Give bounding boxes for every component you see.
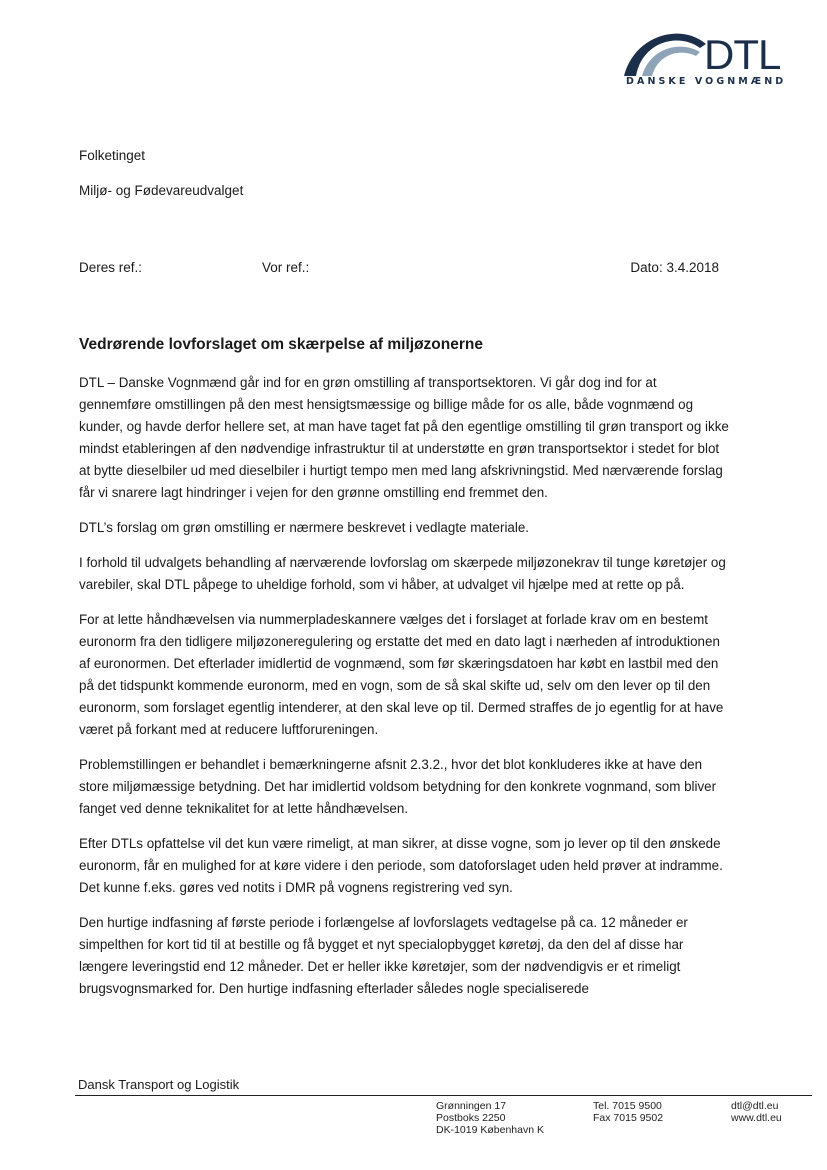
recipient-line-2: Miljø- og Fødevareudvalget xyxy=(79,183,244,198)
deres-ref-label: Deres ref.: xyxy=(79,260,143,275)
paragraph: Problemstillingen er behandlet i bemærkningerne afsnit 2.3.2., hvor det blot konkluderes ikke at have den store miljømæssige betydning. Det har imidlertid voldsom betydning for den konkrete vognmand, som bliver fanget ved denne teknikalitet for at lette håndhævelsen. xyxy=(79,757,717,816)
fax-line: Fax 7015 9502 xyxy=(593,1112,664,1124)
paragraph: I forhold til udvalgets behandling af nærværende lovforslag om skærpede miljøzonekrav til tunge køretøjer og varebiler, skal DTL påpege to uheldige forhold, som vi håber, at udvalget vil hjælpe med at rette op på. xyxy=(79,555,726,592)
logo-wordmark: DTL xyxy=(704,31,781,78)
footer-web xyxy=(731,1100,782,1124)
date-label: Dato: 3.4.2018 xyxy=(630,260,719,275)
address-line: Grønningen 17 xyxy=(436,1100,507,1112)
vor-ref-label: Vor ref.: xyxy=(262,260,310,275)
address-line: Postboks 2250 xyxy=(436,1112,506,1124)
phone-line: Tel. 7015 9500 xyxy=(593,1100,662,1112)
paragraph: DTL’s forslag om grøn omstilling er nærmere beskrevet i vedlagte materiale. xyxy=(79,520,530,535)
letter-body xyxy=(79,372,729,1013)
footer-company-name: Dansk Transport og Logistik xyxy=(78,1077,240,1092)
paragraph: Den hurtige indfasning af første periode i forlængelse af lovforslagets vedtagelse på ca. 12 måneder er simpelthen for kort tid til at bestille og få bygget et nyt specialopbygget køretøj, da den del af disse har længere leveringstid end 12 måneder. Det er heller ikke køretøjer, som der nødvendigvis er et rimeligt brugsvognsmarked for. Den hurtige indfasning efterlader således nogle specialiserede xyxy=(79,915,688,996)
footer-divider xyxy=(75,1095,812,1096)
paragraph: DTL – Danske Vognmænd går ind for en grøn omstilling af transportsektoren. Vi går dog ind for at gennemføre omstillingen på den mest hensigtsmæssige og billige måde for os alle, både vognmænd og kunder, og havde derfor hellere set, at man have taget fat på den egentlige omstilling til grøn transport og ikke mindst etableringen af den nødvendige infrastruktur til at understøtte en grøn transportsektor i stedet for blot at bytte dieselbiler ud med dieselbiler i hurtigt tempo men med lang afskrivningstid. Med nærværende forslag får vi snarere lagt hindringer i vejen for den grønne omstilling end fremmet den. xyxy=(79,375,729,500)
paragraph: For at lette håndhævelsen via nummerpladeskannere vælges det i forslaget at forlade krav om en bestemt euronorm fra den tidligere miljøzoneregulering og erstatte det med en dato lagt i nærheden af introduktionen af euronormen. Det efterlader imidlertid de vognmænd, som før skæringsdatoen har købt en lastbil med den på det tidspunkt kommende euronorm, med en vogn, som de så skal skifte ud, selv om den lever op til den euronorm, som forslaget egentlig intenderer, at den skal leve op til. Dermed straffes de jo egentlig for at have været på forkant med at reducere luftforureningen. xyxy=(79,612,724,737)
paragraph: Efter DTLs opfattelse vil det kun være rimeligt, at man sikrer, at disse vogne, som jo lever op til den ønskede euronorm, får en mulighed for at køre videre i den periode, som datoforslaget uden held prøver at indramme. Det kunne f.eks. gøres ved notits i DMR på vognens registrering ved syn. xyxy=(79,836,723,895)
dtl-logo xyxy=(620,26,800,92)
footer-address xyxy=(436,1100,544,1136)
reference-row xyxy=(79,260,719,278)
letter-title: Vedrørende lovforslaget om skærpelse af miljøzonerne xyxy=(79,336,483,353)
email-link[interactable]: dtl@dtl.eu xyxy=(731,1100,779,1112)
address-line: DK-1019 København K xyxy=(436,1124,544,1136)
logo-arc-icon xyxy=(620,26,710,78)
logo-tagline: DANSKE VOGNMÆND xyxy=(626,76,787,87)
footer-phone xyxy=(593,1100,663,1124)
website-link[interactable]: www.dtl.eu xyxy=(731,1112,782,1124)
recipient-line-1: Folketinget xyxy=(79,148,146,163)
